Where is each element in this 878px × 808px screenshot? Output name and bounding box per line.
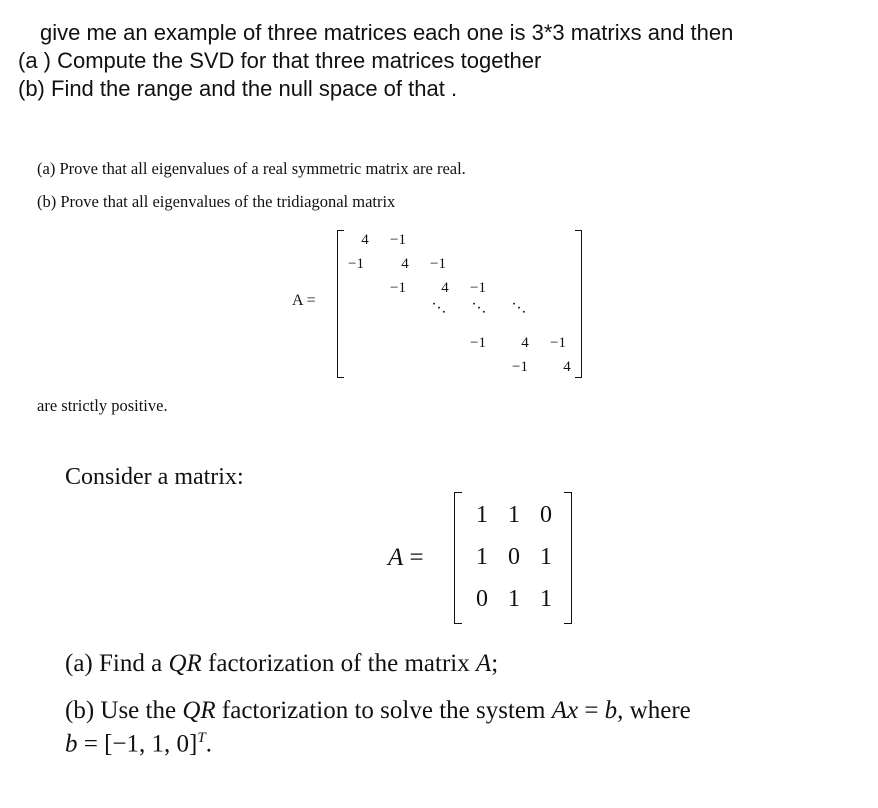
question3-intro: Consider a matrix: [65, 464, 244, 490]
tridiagonal-matrix [337, 230, 582, 378]
left-bracket [337, 230, 344, 378]
question2-ending: are strictly positive. [37, 396, 168, 415]
matrix-cell: 1 [508, 586, 520, 612]
matrix-cell: 4 [361, 232, 369, 248]
matrix-cell: −1 [390, 232, 406, 248]
matrix-cell: −1 [470, 280, 486, 296]
question3-part-b-line1: (b) Use the QR factorization to solve the system Ax = b, where [65, 697, 691, 724]
right-bracket [564, 492, 572, 624]
qr-matrix [454, 492, 572, 624]
matrix-cell: 4 [521, 335, 529, 351]
diagonal-dots-icon: ··· [426, 296, 452, 322]
left-bracket [454, 492, 462, 624]
tridiagonal-matrix-label: A = [292, 292, 316, 309]
question1-line3: (b) Find the range and the null space of that . [18, 76, 458, 101]
matrix-cell: 1 [540, 544, 552, 570]
matrix-cell: 4 [441, 280, 449, 296]
matrix-cell: −1 [550, 335, 566, 351]
question1-line2: (a ) Compute the SVD for that three matrices together [18, 48, 542, 73]
matrix-cell: 0 [540, 502, 552, 528]
question2-part-b: (b) Prove that all eigenvalues of the tridiagonal matrix [37, 192, 396, 211]
matrix-cell: −1 [470, 335, 486, 351]
question2-part-a: (a) Prove that all eigenvalues of a real symmetric matrix are real. [37, 159, 466, 178]
matrix-cell: 1 [476, 544, 488, 570]
matrix-cell: 1 [476, 502, 488, 528]
question3-part-b-line2: b = [−1, 1, 0]$^T$. [65, 730, 212, 758]
qr-matrix-label: A = [388, 544, 424, 571]
matrix-cell: 0 [476, 586, 488, 612]
question3-part-a: (a) Find a QR factorization of the matrix A; [65, 650, 499, 677]
matrix-cell: 4 [563, 359, 571, 375]
diagonal-dots-icon: ··· [506, 296, 532, 322]
question1-line1: give me an example of three matrices each one is 3*3 matrixs and then [40, 20, 734, 45]
matrix-cell: 0 [508, 544, 520, 570]
right-bracket [575, 230, 582, 378]
matrix-cell: −1 [430, 256, 446, 272]
matrix-cell: 1 [508, 502, 520, 528]
matrix-cell: 1 [540, 586, 552, 612]
matrix-cell: −1 [348, 256, 364, 272]
diagonal-dots-icon: ··· [466, 296, 492, 322]
matrix-cell: −1 [512, 359, 528, 375]
matrix-cell: −1 [390, 280, 406, 296]
matrix-cell: 4 [401, 256, 409, 272]
